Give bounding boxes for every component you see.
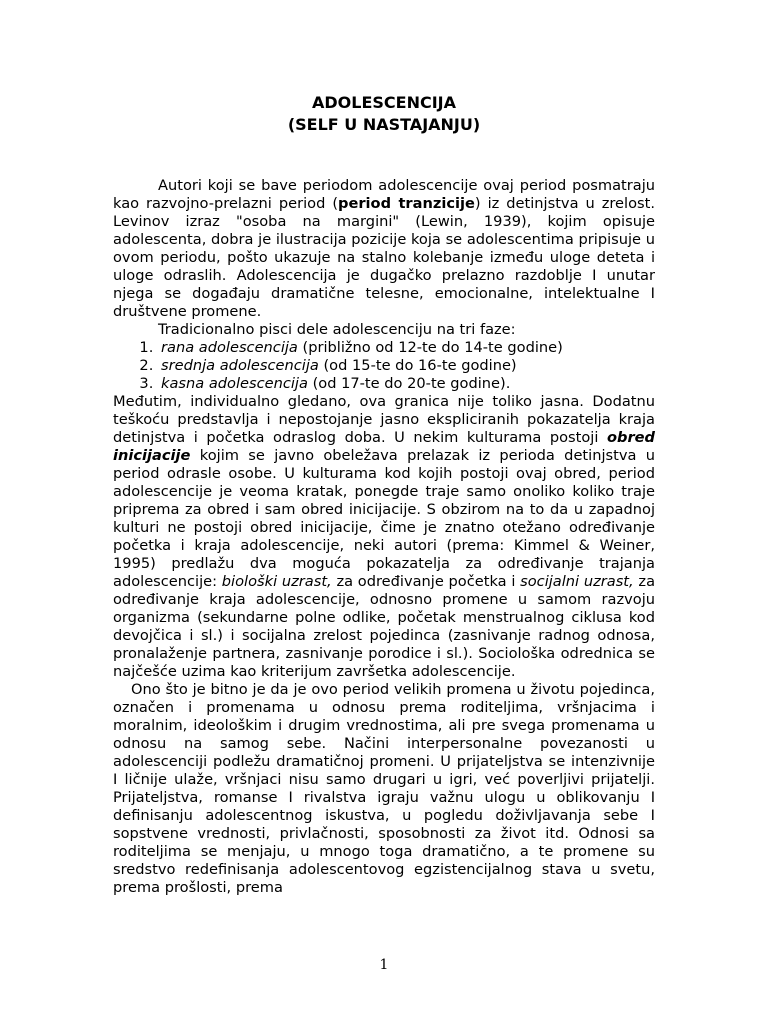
term-socijalni-uzrast: socijalni uzrast,: [520, 573, 634, 590]
text-run: Međutim, individualno gledano, ova granica nije toliko jasna. Dodatnu teškoću predstavlja i nepostojanje jasno ekspliciranih pokazatelja kraja detinjstva i početka odraslog doba. U nekim kulturama postoji: [113, 393, 655, 446]
list-item: [158, 357, 655, 375]
document-title: [113, 92, 655, 136]
text-run: ) iz detinjstva u zrelost. Levinov izraz "osoba na margini" (Lewin, 1939), kojim opisuje adolescenta, dobra je ilustracija pozicije koja se adolescentima pripisuje u ovom periodu, pošto ukazuje na stalno kolebanje između uloge deteta i uloge odraslih. Adolescencija je dugačko prelazno razdoblje I unutar njega se događaju dramatične telesne, emocionalne, intelektualne I društvene promene.: [113, 195, 655, 320]
document-page: [113, 92, 655, 897]
text-run: kojim se javno obeležava prelazak iz perioda detinjstva u period odrasle osobe. U kulturama kod kojih postoji ovaj obred, period adolescencije je veoma kratak, ponegde traje samo onoliko koliko traje priprema za obred i sam obred inicijacije. S obzirom na to da u zapadnoj kulturi ne postoji obred inicijacije, čime je znatno otežano određivanje početka i kraja adolescencije, neki autori (prema: Kimmel & Weiner, 1995) predlažu dva moguća pokazatelja za određivanje trajanja adolescencije:: [113, 447, 655, 590]
title-line-1: ADOLESCENCIJA: [311, 93, 456, 112]
paragraph-changes: Ono što je bitno je da je ovo period velikih promena u životu pojedinca, označen i promenama u odnosu prema roditeljima, vršnjacima i moralnim, ideološkim i drugim vrednostima, ali pre svega promenama u odnosu na samog sebe. Načini interpersonalne povezanosti u adolescenciji podležu dramatičnoj promeni. U prijateljstva se intenzivnije I ličnije ulaže, vršnjaci nisu samo drugari u igri, već poverljivi prijatelji. Prijateljstva, romanse I rivalstva igraju važnu ulogu u oblikovanju I definisanju adolescentnog iskustva, u pogledu doživljavanja sebe I sopstvene vrednosti, privlačnosti, sposobnosti za život itd. Odnosi sa roditeljima se menjaju, u mnogo toga dramatično, a te promene su sredstvo redefinisanja adolescentovog egzistencijalnog stava u svetu, prema prošlosti, prema: [113, 681, 655, 896]
document-body: [113, 177, 655, 897]
list-item: [158, 339, 655, 357]
phase-range: (približno od 12-te do 14-te godine): [297, 339, 563, 356]
term-period-tranzicije: period tranzicije: [338, 195, 475, 212]
paragraph-intro: [113, 177, 655, 321]
text-run: Autori koji se bave periodom adolescencije ovaj period posmatraju kao razvojno-prelazni period (: [113, 177, 655, 212]
title-line-2: (SELF U NASTAJANJU): [287, 115, 481, 134]
text-run: za određivanje početka i: [331, 573, 521, 590]
list-item: [158, 375, 655, 393]
page-number: 1: [379, 957, 389, 973]
phases-list: [113, 339, 655, 393]
phase-name: srednja adolescencija: [161, 357, 319, 374]
term-obred-inicijacije: obred inicijacije: [113, 429, 655, 464]
text-run: za određivanje kraja adolescencije, odnosno promene u samom razvoju organizma (sekundarne polne odlike, početak menstrualnog ciklusa kod devojčica i sl.) i socijalna zrelost pojedinca (zasnivanje radnog odnosa, pronalaženje partnera, zasnivanje porodice i sl.). Sociološka odrednica se najčešće uzima kao kriterijum završetka adolescencije.: [113, 573, 656, 680]
phase-range: (od 15-te do 16-te godine): [318, 357, 517, 374]
paragraph-initiation: [113, 393, 655, 681]
term-bioloski-uzrast: biološki uzrast,: [221, 573, 332, 590]
phase-name: rana adolescencija: [161, 339, 298, 356]
paragraph-phases-intro: Tradicionalno pisci dele adolescenciju na tri faze:: [158, 321, 516, 338]
phase-range: (od 17-te do 20-te godine).: [307, 375, 511, 392]
phase-name: kasna adolescencija: [161, 375, 308, 392]
